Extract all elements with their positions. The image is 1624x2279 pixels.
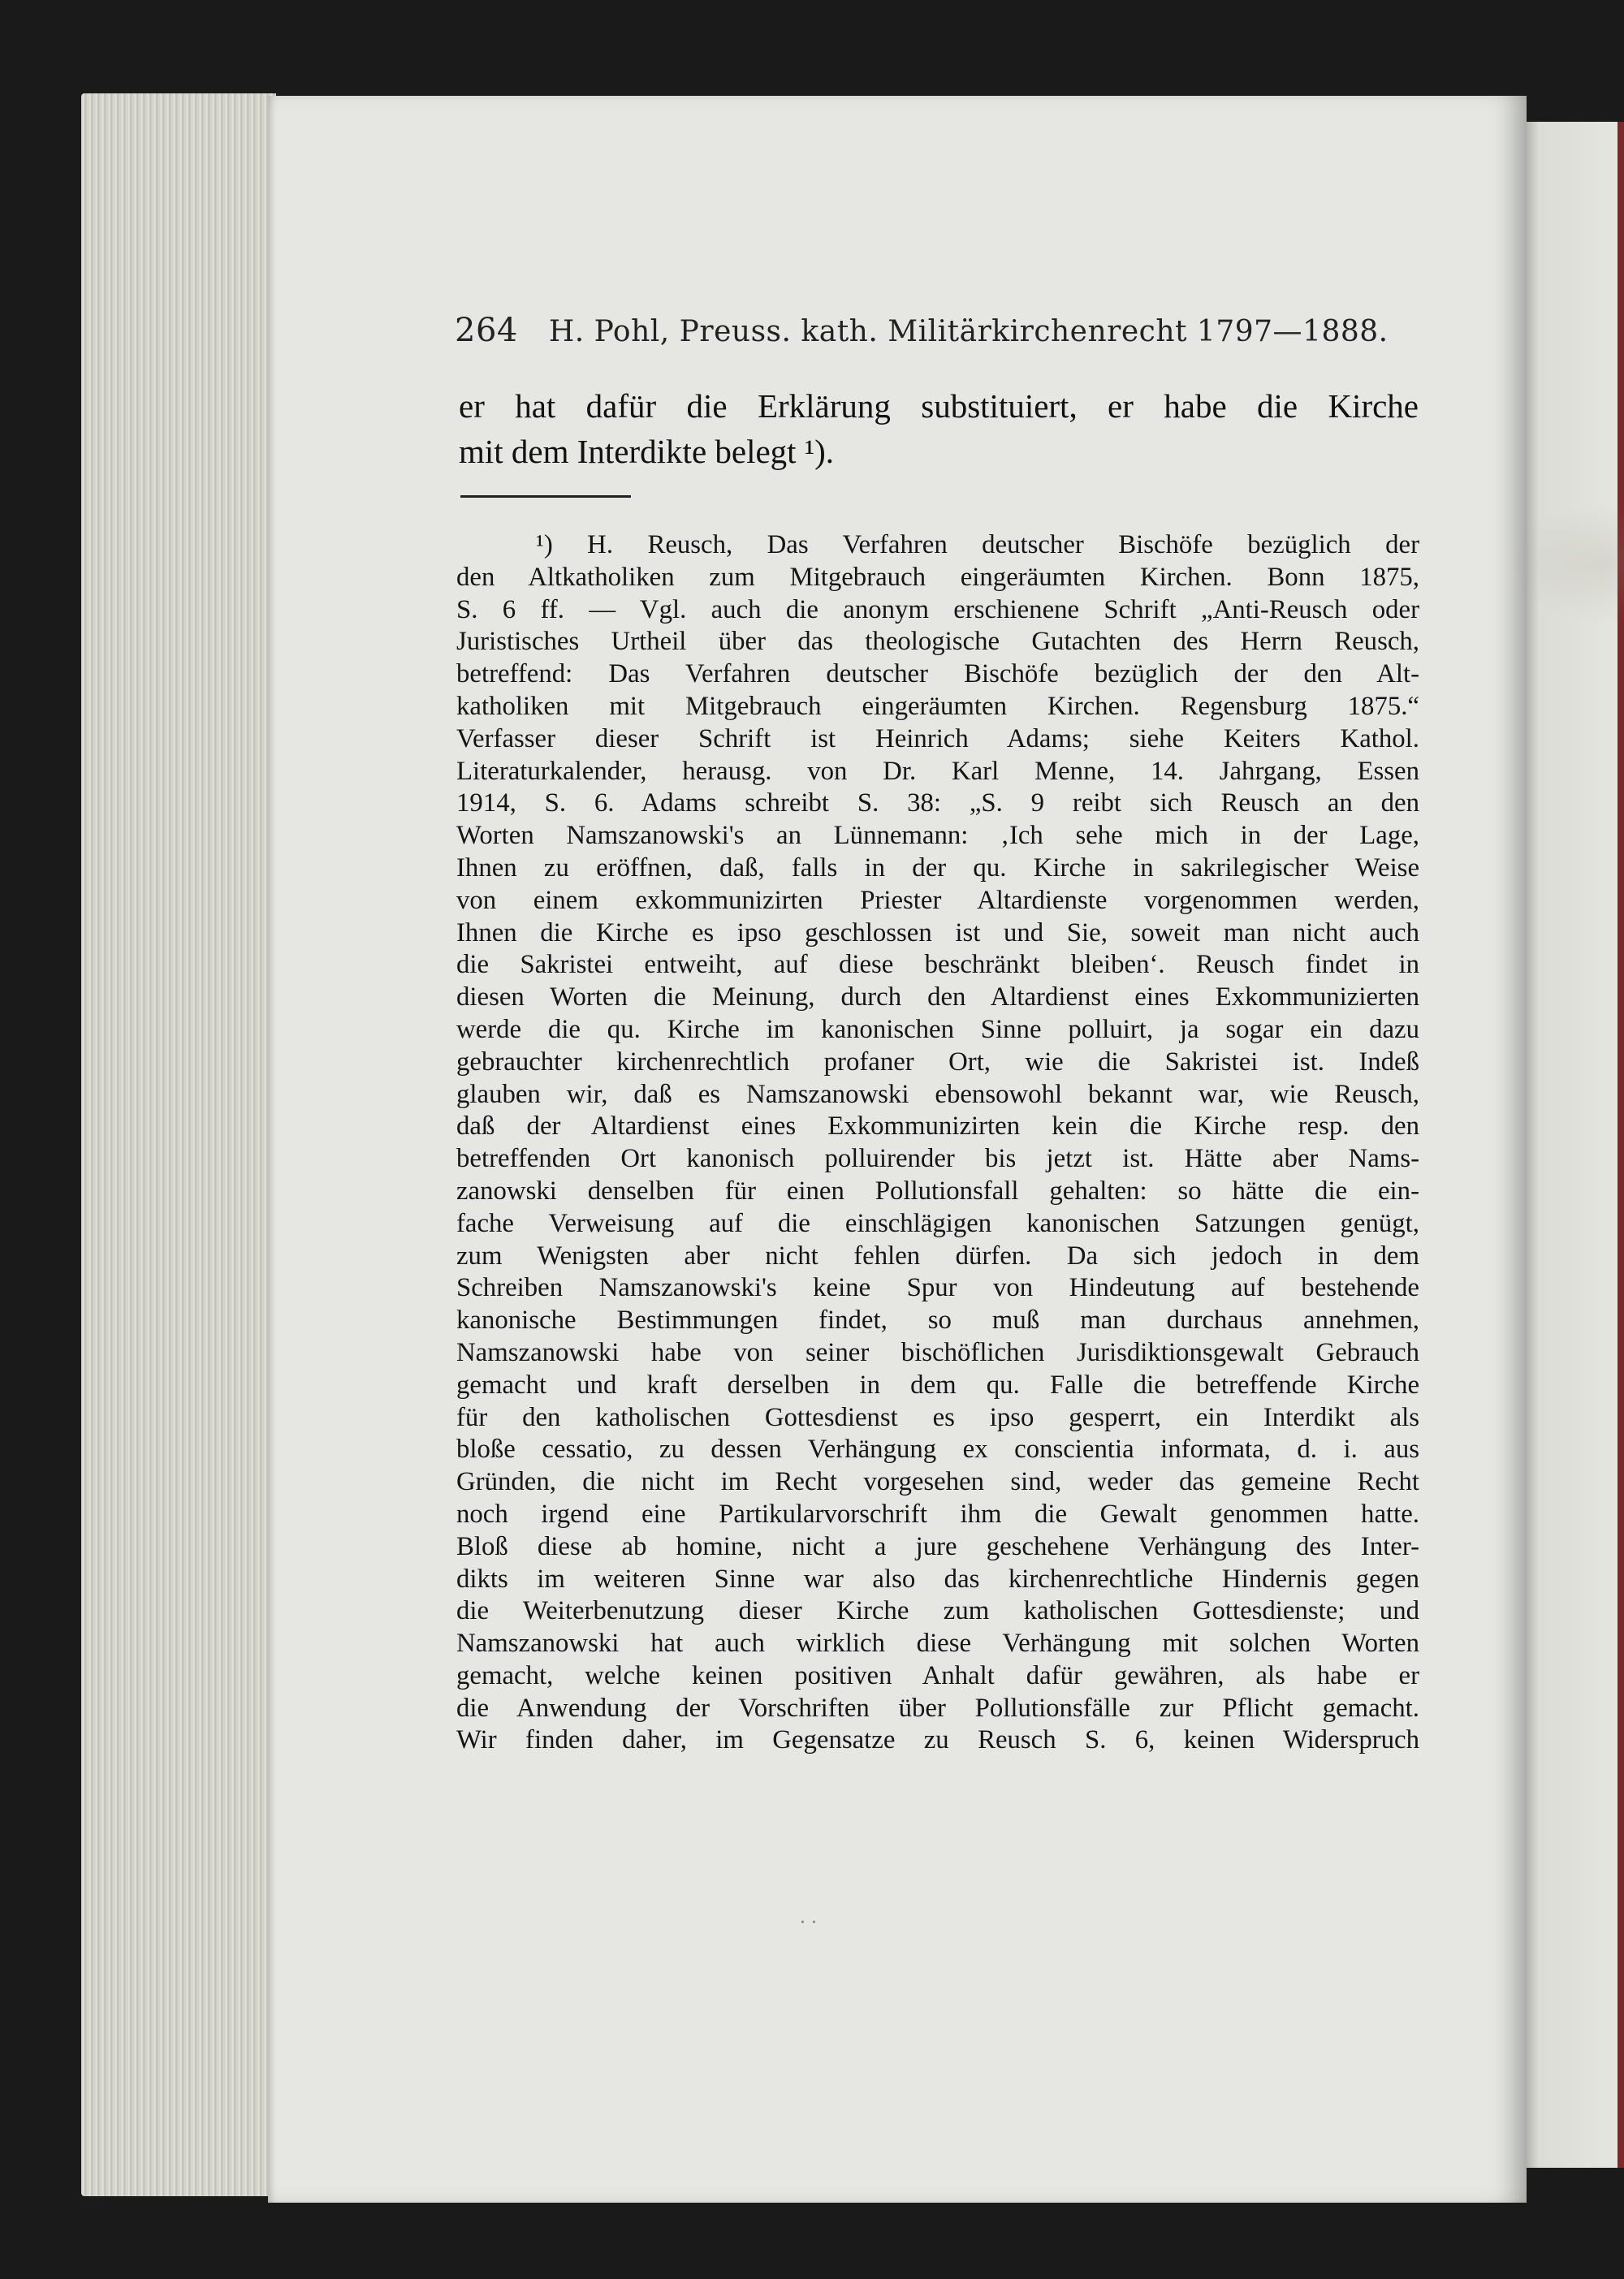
footnote-line: gebrauchter kirchenrechtlich profaner Ort, wie die Sakristei ist. Indeß: [456, 1047, 1419, 1077]
footnote-line: noch irgend eine Partikularvorschrift ihm die Gewalt genommen hatte.: [456, 1499, 1419, 1529]
running-title: H. Pohl, Preuss. kath. Militärkirchenrecht 1797—1888.: [548, 315, 1389, 348]
running-header: [455, 312, 1421, 349]
footnote-line: glauben wir, daß es Namszanowski ebensowohl bekannt war, wie Reusch,: [456, 1079, 1419, 1109]
footnote-line: dikts im weiteren Sinne war also das kirchenrechtliche Hindernis gegen: [456, 1564, 1419, 1594]
footnote-line: 1914, S. 6. Adams schreibt S. 38: „S. 9 reibt sich Reusch an den: [456, 788, 1419, 818]
footnote-line: zanowski denselben für einen Pollutionsfall gehalten: so hätte die ein-: [456, 1176, 1419, 1206]
footnote-line: Worten Namszanowski's an Lünnemann: ‚Ich sehe mich in der Lage,: [456, 821, 1419, 851]
footnote-line: werde die qu. Kirche im kanonischen Sinne polluirt, ja sogar ein dazu: [456, 1014, 1419, 1044]
show-through: [1510, 502, 1624, 624]
page-number: 264: [455, 312, 518, 349]
footnote-line: gemacht und kraft derselben in dem qu. Falle die betreffende Kirche: [456, 1370, 1419, 1400]
footnote-line: die Sakristei entweiht, auf diese beschränkt bleiben‘. Reusch findet in: [456, 950, 1419, 980]
footnote-line: von einem exkommunizirten Priester Altardienste vorgenommen werden,: [456, 885, 1419, 915]
body-line: er hat dafür die Erklärung substituiert, er habe die Kirche: [459, 387, 1419, 425]
footnote-line: daß der Altardienst eines Exkommunizirten kein die Kirche resp. den: [456, 1111, 1419, 1142]
footnote-line: Bloß diese ab homine, nicht a jure geschehene Verhängung des Inter-: [456, 1531, 1419, 1561]
footnote-line: ¹) H. Reusch, Das Verfahren deutscher Bischöfe bezüglich der: [536, 530, 1419, 559]
footnote-line: betreffenden Ort kanonisch polluirender bis jetzt ist. Hätte aber Nams-: [456, 1144, 1419, 1174]
footnote-line: die Weiterbenutzung dieser Kirche zum katholischen Gottesdienste; und: [456, 1596, 1419, 1626]
footnote-line: Ihnen zu eröffnen, daß, falls in der qu. Kirche in sakrilegischer Weise: [456, 852, 1419, 883]
footnote-line: Namszanowski habe von seiner bischöflichen Jurisdiktionsgewalt Gebrauch: [456, 1337, 1419, 1367]
footnote-line: Literaturkalender, herausg. von Dr. Karl Menne, 14. Jahrgang, Essen: [456, 756, 1419, 786]
footnote-line: Ihnen die Kirche es ipso geschlossen ist und Sie, soweit man nicht auch: [456, 917, 1419, 947]
print-specks: · ·: [800, 1913, 817, 1933]
footnote-line: Juristisches Urtheil über das theologische Gutachten des Herrn Reusch,: [456, 627, 1419, 657]
footnote-line: Wir finden daher, im Gegensatze zu Reusch S. 6, keinen Widerspruch: [456, 1725, 1419, 1755]
footnote: [456, 529, 1419, 1757]
footnote-line: den Altkatholiken zum Mitgebrauch eingeräumten Kirchen. Bonn 1875,: [456, 562, 1419, 592]
footnote-rule: [460, 495, 631, 498]
book-page-edges: [81, 93, 276, 2196]
body-text: [459, 383, 1419, 474]
footnote-line: Namszanowski hat auch wirklich diese Verhängung mit solchen Worten: [456, 1629, 1419, 1659]
footnote-line: Verfasser dieser Schrift ist Heinrich Adams; siehe Keiters Kathol.: [456, 723, 1419, 753]
footnote-line: zum Wenigsten aber nicht fehlen dürfen. Da sich jedoch in dem: [456, 1241, 1419, 1271]
footnote-line: Gründen, die nicht im Recht vorgesehen sind, weder das gemeine Recht: [456, 1467, 1419, 1497]
body-line: mit dem Interdikte belegt ¹).: [459, 433, 835, 470]
footnote-line: betreffend: Das Verfahren deutscher Bischöfe bezüglich der den Alt-: [456, 659, 1419, 689]
footnote-line: kanonische Bestimmungen findet, so muß man durchaus annehmen,: [456, 1306, 1419, 1336]
next-page-edge: [1518, 122, 1624, 2168]
footnote-line: fache Verweisung auf die einschlägigen kanonischen Satzungen genügt,: [456, 1208, 1419, 1238]
footnote-line: die Anwendung der Vorschriften über Pollutionsfälle zur Pflicht gemacht.: [456, 1693, 1419, 1723]
footnote-line: diesen Worten die Meinung, durch den Altardienst eines Exkommunizierten: [456, 982, 1419, 1012]
footnote-line: Schreiben Namszanowski's keine Spur von Hindeutung auf bestehende: [456, 1273, 1419, 1303]
footnote-line: katholiken mit Mitgebrauch eingeräumten Kirchen. Regensburg 1875.“: [456, 691, 1419, 721]
book-cover-edge: [1618, 122, 1624, 2168]
footnote-line: für den katholischen Gottesdienst es ipso gesperrt, ein Interdikt als: [456, 1402, 1419, 1432]
footnote-line: S. 6 ff. — Vgl. auch die anonym erschienene Schrift „Anti-Reusch oder: [456, 594, 1419, 624]
footnote-line: gemacht, welche keinen positiven Anhalt dafür gewähren, als habe er: [456, 1660, 1419, 1690]
footnote-line: bloße cessatio, zu dessen Verhängung ex conscientia informata, d. i. aus: [456, 1435, 1419, 1465]
